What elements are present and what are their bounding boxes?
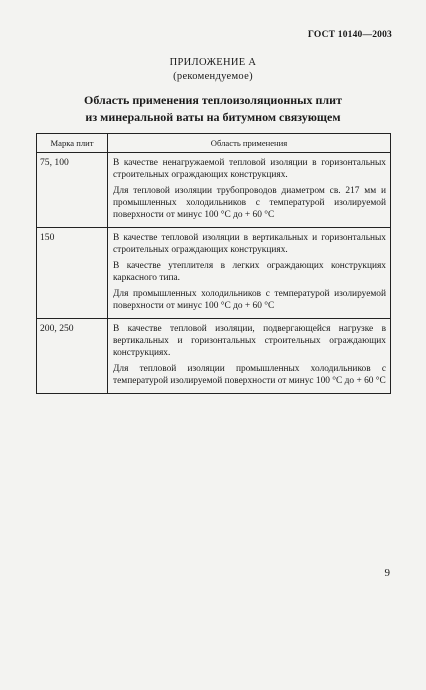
header-application: Область применения xyxy=(108,134,391,153)
table-row xyxy=(37,153,391,228)
title-line-2: из минеральной ваты на битумном связующем xyxy=(85,110,341,124)
application-text: Для тепловой изоляции трубопроводов диаметром св. 217 мм и промышленных холодильников с температурой изолируемой поверхности от минус 100 °С до + 60 °С xyxy=(113,186,386,220)
application-text: В качестве утеплителя в легких ограждающих конструкциях каркасного типа. xyxy=(113,261,386,283)
appendix-heading xyxy=(0,56,426,84)
application-text: В качестве ненагружаемой тепловой изоляции в горизонтальных строительных ограждающих конструкциях. xyxy=(113,158,386,180)
title-line-1: Область применения теплоизоляционных плит xyxy=(84,93,342,107)
application-text: Для промышленных холодильников с температурой изолируемой поверхности от минус 100 °С до + 60 °С xyxy=(113,289,386,311)
application-text: Для тепловой изоляции промышленных холодильников с температурой изолируемой поверхности от минус 100 °С до + 60 °С xyxy=(113,364,386,386)
application-cell xyxy=(108,319,391,394)
application-text: В качестве тепловой изоляции в вертикальных и горизонтальных строительных ограждающих конструкциях. xyxy=(113,233,386,255)
appendix-label: ПРИЛОЖЕНИЕ А xyxy=(169,57,257,68)
application-table xyxy=(36,133,391,394)
application-cell xyxy=(108,153,391,228)
table-row xyxy=(37,228,391,319)
header-grade: Марка плит xyxy=(37,134,108,153)
application-text: В качестве тепловой изоляции, подвергающейся нагрузке в вертикальных и горизонтальных строительных ограждающих конструкциях. xyxy=(113,324,386,358)
table-row xyxy=(37,319,391,394)
grade-cell: 75, 100 xyxy=(37,153,108,228)
document-code: ГОСТ 10140—2003 xyxy=(307,30,392,40)
grade-cell: 150 xyxy=(37,228,108,319)
table-header-row xyxy=(37,134,391,153)
section-title xyxy=(0,92,426,126)
page-number: 9 xyxy=(384,567,390,579)
grade-cell: 200, 250 xyxy=(37,319,108,394)
appendix-note: (рекомендуемое) xyxy=(173,71,253,82)
application-cell xyxy=(108,228,391,319)
